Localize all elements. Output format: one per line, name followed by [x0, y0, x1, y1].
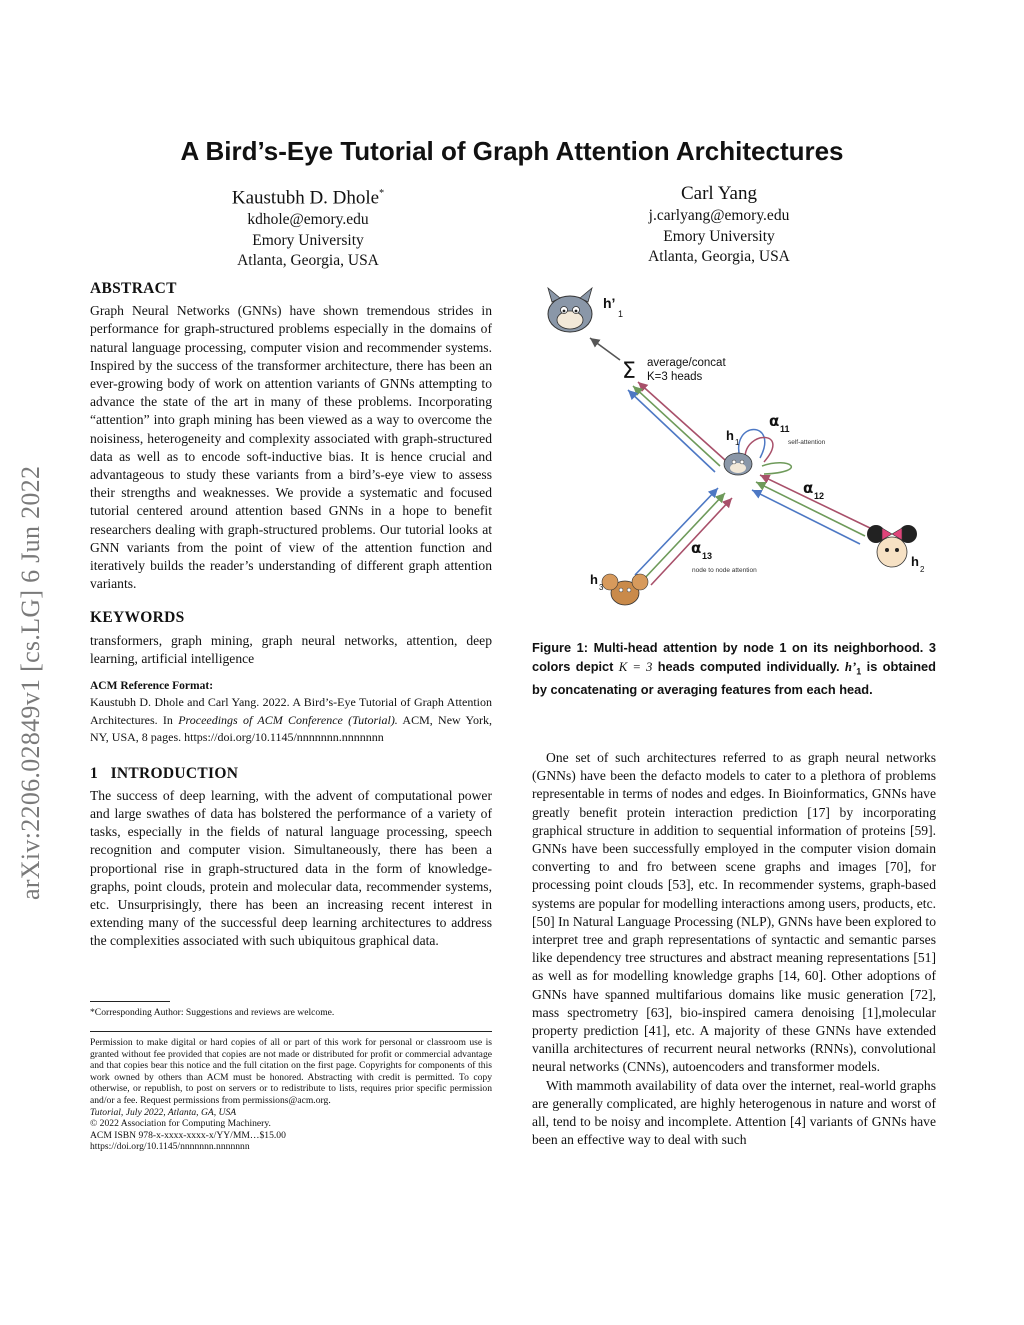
label-self-attention: self-attention [788, 439, 826, 446]
label-alpha-12: α [803, 479, 814, 497]
acm-reference-heading: ACM Reference Format: [90, 680, 214, 693]
label-node-attention: node to node attention [692, 567, 757, 574]
acm-reference-before: Kaustubh D. Dhole and Carl Yang. 2022. A Bird’s-Eye Tutorial of Graph Attention Architectures. In [90, 695, 492, 727]
permission-block [90, 1037, 492, 1153]
keywords-heading: KEYWORDS [90, 609, 185, 627]
acm-reference-text [90, 694, 492, 747]
keywords-text: transformers, graph mining, graph neural networks, attention, deep learning, artificial intelligence [90, 632, 492, 666]
footnote: *Corresponding Author: Suggestions and reviews are welcome. [90, 1007, 335, 1018]
label-h1-prime-sub: 1 [618, 309, 624, 319]
author-email: j.carlyang@emory.edu [648, 207, 790, 224]
permission-copyright: © 2022 Association for Computing Machinery. [90, 1118, 271, 1130]
agg-line-2: K=3 heads [647, 371, 703, 383]
figure-caption [532, 639, 936, 699]
author-affiliation: Emory University [663, 227, 775, 245]
sigma-symbol: Σ [622, 359, 636, 384]
caption-part-2: heads computed individually. [652, 658, 845, 674]
author-mark: * [379, 188, 385, 199]
abstract-heading: ABSTRACT [90, 280, 177, 297]
figure-1-diagram [530, 280, 940, 610]
caption-k-equation: K = 3 [618, 659, 653, 674]
right-paragraph-2: With mammoth availability of data over the internet, real-world graphs are generally complicated, are highly heterogenous in nature and worst of all, tend to be noisy and incomplete. Attention [4] variants of GNNs have been an effective way to deal with such [532, 1077, 936, 1148]
author-location: Atlanta, Georgia, USA [648, 248, 790, 265]
introduction-heading: 1 INTRODUCTION [90, 764, 239, 782]
caption-h-vector-sub: 1 [856, 666, 862, 677]
node-h1-avatar [724, 453, 752, 475]
author-name: Kaustubh D. Dhole [231, 187, 380, 209]
agg-line-1: average/concat [647, 357, 726, 369]
permission-text: Permission to make digital or hard copies of all or part of this work for personal or classroom use is granted without fee provided that copies are not made or distributed for profit or commercial advantage and that copies bear this notice and the full citation on the first page. Copyrights for components of this work owned by others than ACM must be honored. Abstracting with credit is permitted. To copy otherwise, or republish, to post on servers or to redistribute to lists, requires prior specific permission and/or a fee. Request permissions from permissions@acm.org. [90, 1037, 492, 1106]
acm-reference-venue: Proceedings of ACM Conference (Tutorial). [178, 712, 398, 727]
head-arrow-blue [628, 390, 715, 472]
permission-rule [90, 1031, 492, 1032]
node-h2-avatar [867, 525, 917, 567]
label-h3-sub: 3 [599, 583, 604, 592]
caption-part-3: is obtained by concatenating or averaging features from each head. [532, 658, 936, 697]
label-alpha-13: α [691, 539, 702, 557]
label-alpha-11: α [769, 412, 780, 430]
paper-title: A Bird’s-Eye Tutorial of Graph Attention Architectures [180, 136, 844, 166]
label-h3: h [590, 572, 598, 587]
arxiv-side-label: arXiv:2206.02849v1 [cs.LG] 6 Jun 2022 [16, 465, 45, 900]
label-h2: h [911, 554, 919, 569]
author-email: kdhole@emory.edu [247, 211, 369, 229]
author-name: Carl Yang [680, 183, 757, 204]
acm-reference-after: ACM, New York, NY, USA, 8 pages. https://doi.org/10.1145/nnnnnnn.nnnnnnn [90, 712, 492, 745]
head-arrow-green [633, 386, 720, 466]
self-loop-green [762, 463, 791, 474]
label-alpha-11-sub: 11 [780, 424, 790, 434]
label-h1-prime: h’ [603, 295, 616, 311]
permission-doi: https://doi.org/10.1145/nnnnnnn.nnnnnnn [90, 1141, 250, 1153]
output-arrow [590, 338, 620, 360]
permission-venue: Tutorial, July 2022, Atlanta, GA, USA [90, 1106, 237, 1118]
node-h3-avatar [602, 574, 648, 605]
label-h1: h [726, 428, 734, 443]
head-arrow-red [638, 382, 725, 460]
left-column [90, 280, 492, 951]
caption-part-1: Figure 1: Multi-head attention by node 1 on its neighborhood. 3 colors depict [532, 640, 936, 674]
author-block-1 [128, 182, 488, 272]
author-block-2 [539, 182, 899, 268]
edge-h3-blue [635, 488, 718, 575]
label-alpha-12-sub: 12 [814, 491, 825, 501]
abstract-text: Graph Neural Networks (GNNs) have shown tremendous strides in performance for graph-structured problems especially in the domains of natural language processing, computer vision and recommender systems. Inspired by the success of the transformer architecture, there has been an ever-growing body of work on attention variants of GNNs attempting to advance the state of the art in many of these problems. Incorporating “attention” into graph mining has been viewed as a way to overcome the noisiness, heterogeneity and complexity associated with graph-structured data as well as to encode soft-inductive bias. It is hence crucial and advantageous to study these variants from a bird’s-eye view to assess their strengths and weaknesses. We provide a systematic and focused tutorial centered around attention based GNNs in a hope to benefit researchers dealing with graph-structured problems. Our tutorial looks at GNN variants from the point of view of the attention function and iteratively builds the reader’s understanding of different graph attention variants. [90, 303, 492, 592]
label-h1-sub: 1 [735, 438, 740, 447]
node-h1-prime-avatar [548, 288, 592, 332]
label-h2-sub: 2 [920, 565, 925, 574]
right-column [532, 749, 936, 1149]
permission-isbn: ACM ISBN 978-x-xxxx-xxxx-x/YY/MM…$15.00 [90, 1129, 286, 1141]
author-affiliation: Emory University [252, 231, 364, 249]
right-paragraph-1: One set of such architectures referred to as graph neural networks (GNNs) have been the defacto models to cater to a plethora of problems representable in terms of nodes and edges. In Bioinformatics, GNNs have greatly benefit protein interaction prediction [17] by incorporating graphical structure in addition to sequential information of proteins [59]. GNNs have been successfully employed in the computer vision domain converting to and fro between scene graphs and images [70], for processing point clouds [53], etc. In recommender systems, graph-based systems are popular for modelling interactions among users, products, etc. [50] In Natural Language Processing (NLP), GNNs have been explored to interpret tree and graph representations of syntactic and semantic parses like dependency tree structures and abstract meaning representations [51] as well as for modelling knowledge graphs [14, 60]. Other adoptions of GNNs have spanned multifarious domains like music generation [72], mass spectrometry [63], bio-inspired camera denoising [1],molecular property prediction [41], etc. A majority of these GNNs have extended vanilla architectures of recurrent neural networks (RNNs), convolutional neural networks (CNNs), autoencoders and transformer models. [532, 750, 936, 1075]
introduction-paragraph: The success of deep learning, with the advent of computational power and large swathes of data has bolstered the performance of a variety of tasks, especially in the fields of natural language processing, speech recognition and computer vision. Simultaneously, there has been a proportional rise in graph-structured data in the form of knowledge-graphs, point clouds, protein and molecular data, recommender systems, etc. Unsurprisingly, there has been an increasing recent interest in extending many of the successful deep learning architectures to address the complexities associated with such ubiquitous graphical data. [90, 787, 492, 949]
edge-h2-blue [752, 490, 860, 544]
footnote-rule [90, 1001, 170, 1002]
caption-h-vector: h’ [844, 659, 857, 674]
label-alpha-13-sub: 13 [702, 551, 713, 561]
author-location: Atlanta, Georgia, USA [237, 252, 379, 270]
